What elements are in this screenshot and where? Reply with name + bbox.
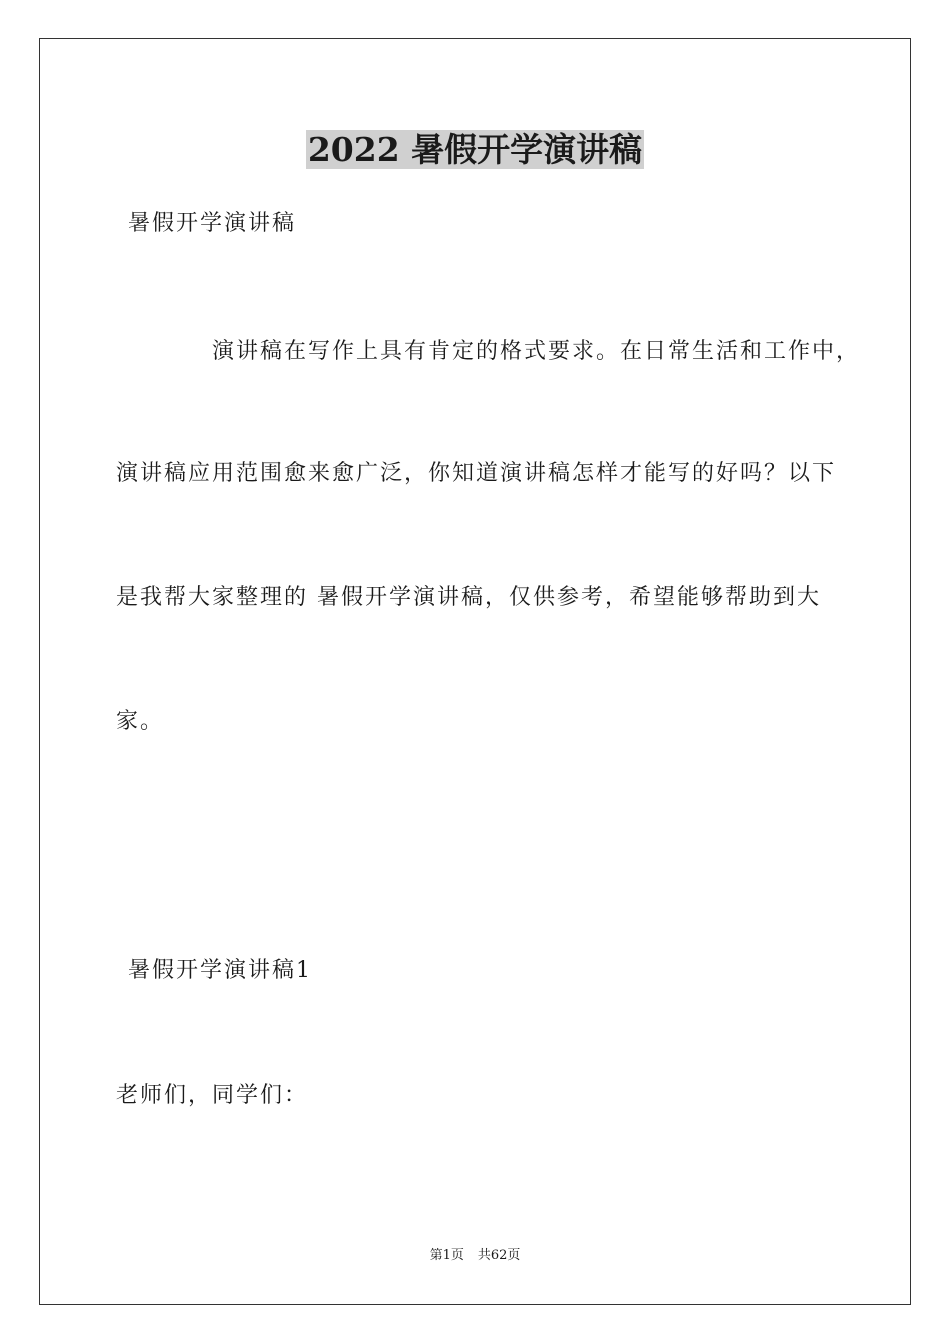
- intro-line-2: 演讲稿应用范围愈来愈广泛，你知道演讲稿怎样才能写的好吗？以下: [116, 461, 837, 486]
- document-title-text: 2022 暑假开学演讲稿: [307, 130, 643, 169]
- intro-line-3: 是我帮大家整理的 暑假开学演讲稿，仅供参考，希望能够帮助到大: [116, 585, 821, 610]
- document-title: [0, 128, 950, 172]
- salutation: 老师们，同学们：: [116, 1083, 309, 1108]
- section-heading: 暑假开学演讲稿1: [128, 958, 312, 983]
- document-subtitle: 暑假开学演讲稿: [128, 211, 297, 236]
- footer-current-page: 第1页: [429, 1248, 464, 1263]
- page-footer: [0, 1247, 950, 1265]
- footer-total-pages: 共62页: [477, 1248, 521, 1263]
- intro-line-1: 演讲稿在写作上具有肯定的格式要求。在日常生活和工作中，: [212, 339, 861, 364]
- intro-line-4: 家。: [116, 709, 165, 734]
